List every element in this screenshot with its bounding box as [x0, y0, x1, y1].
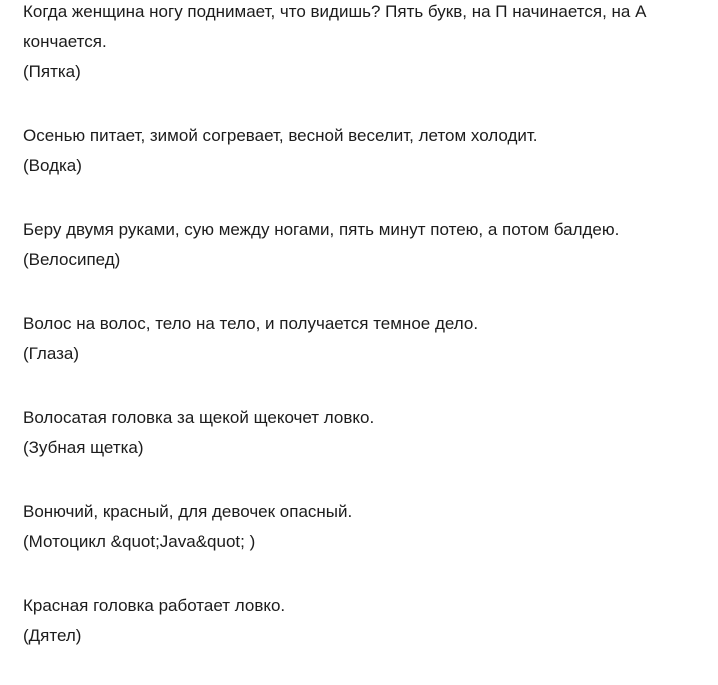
- riddle-item: [23, 497, 713, 557]
- riddle-question-line: Волос на волос, тело на тело, и получается темное дело.: [23, 314, 479, 333]
- riddle-item: [23, 403, 713, 463]
- riddle-question-line: Когда женщина ногу поднимает, что видишь? Пять букв, на П начинается, на А: [23, 2, 647, 21]
- riddle-answer: (Дятел): [23, 626, 82, 645]
- riddle-answer: (Водка): [23, 156, 82, 175]
- riddle-item: [23, 121, 713, 181]
- riddle-question-line: Волосатая головка за щекой щекочет ловко.: [23, 408, 375, 427]
- riddle-question-line: кончается.: [23, 32, 107, 51]
- riddle-item: [23, 215, 713, 275]
- riddle-question-line: Вонючий, красный, для девочек опасный.: [23, 502, 353, 521]
- riddle-item: [23, 309, 713, 369]
- riddle-item: [23, 0, 713, 87]
- riddle-question-line: Красная головка работает ловко.: [23, 596, 286, 615]
- riddle-question-line: Осенью питает, зимой согревает, весной веселит, летом холодит.: [23, 126, 538, 145]
- riddle-answer: (Зубная щетка): [23, 438, 144, 457]
- riddle-list: [23, 0, 713, 685]
- riddle-question-line: Беру двумя руками, сую между ногами, пять минут потею, а потом балдею.: [23, 220, 620, 239]
- riddle-answer: (Велосипед): [23, 250, 121, 269]
- riddle-item: [23, 591, 713, 651]
- riddle-answer: (Глаза): [23, 344, 80, 363]
- riddle-answer: (Пятка): [23, 62, 81, 81]
- riddle-answer: (Мотоцикл &quot;Java&quot; ): [23, 532, 256, 551]
